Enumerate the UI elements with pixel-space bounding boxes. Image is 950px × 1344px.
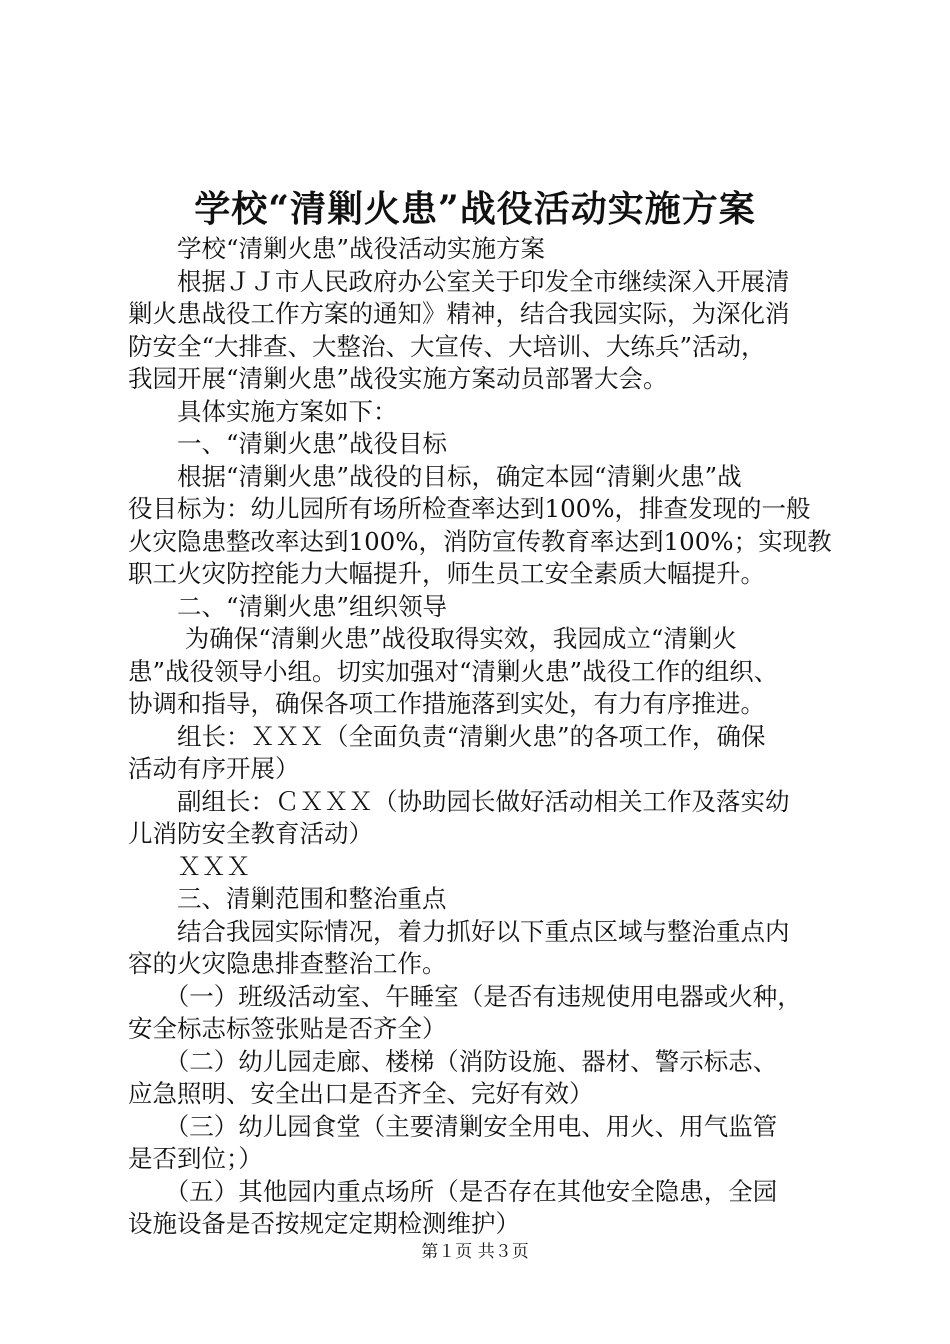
document-line: （五）其他园内重点场所（是否存在其他安全隐患，全园 — [128, 1176, 778, 1206]
document-line: 根据“清剿火患”战役的目标，确定本园“清剿火患”战 — [128, 461, 742, 491]
document-line: 具体实施方案如下： — [128, 396, 398, 426]
page-footer: 第１页 共３页 — [421, 1242, 529, 1262]
document-line: 三、清剿范围和整治重点 — [128, 884, 447, 913]
document-line: 防安全“大排查、大整治、大宣传、大培训、大练兵”活动， — [128, 331, 766, 361]
document-line: 火灾隐患整改率达到100%，消防宣传教育率达到100%；实现教 — [128, 526, 832, 556]
document-line: 是否到位；） — [128, 1144, 263, 1173]
document-line: 为确保“清剿火患”战役取得实效，我园成立“清剿火 — [128, 624, 737, 653]
document-line: 二、“清剿火患”组织领导 — [128, 591, 448, 621]
document-line: 儿消防安全教育活动） — [128, 819, 373, 848]
document-line: 我园开展“清剿火患”战役实施方案动员部署大会。 — [128, 364, 668, 393]
document-title: 学校“清剿火患”战役活动实施方案 — [194, 188, 756, 230]
document-line: 一、“清剿火患”战役目标 — [128, 429, 448, 458]
document-line: 容的火灾隐患排查整治工作。 — [128, 949, 447, 978]
document-line: （一）班级活动室、午睡室（是否有违规使用电器或火种， — [128, 981, 802, 1011]
document-line: 组长：ＸＸＸ（全面负责“清剿火患”的各项工作，确保 — [128, 721, 766, 751]
document-line: 应急照明、安全出口是否齐全、完好有效） — [128, 1079, 594, 1108]
document-line: 根据ＪＪ市人民政府办公室关于印发全市继续深入开展清 — [128, 266, 790, 296]
document-line: （二）幼儿园走廊、楼梯（消防设施、器材、警示标志、 — [128, 1046, 778, 1076]
document-line: 安全标志标签张贴是否齐全） — [128, 1014, 447, 1043]
document-line: 职工火灾防控能力大幅提升，师生员工安全素质大幅提升。 — [128, 559, 765, 588]
document-line: 患”战役领导小组。切实加强对“清剿火患”战役工作的组织、 — [128, 656, 779, 686]
document-line: 副组长：ＣＸＸＸ（协助园长做好活动相关工作及落实幼 — [128, 786, 790, 816]
document-line: 学校“清剿火患”战役活动实施方案 — [128, 234, 546, 263]
document-line: 结合我园实际情况，着力抓好以下重点区域与整治重点内 — [128, 916, 790, 946]
document-line: 协调和指导，确保各项工作措施落到实处，有力有序推进。 — [128, 689, 765, 718]
document-line: （三）幼儿园食堂（主要清剿安全用电、用火、用气监管 — [128, 1111, 778, 1141]
document-line: 剿火患战役工作方案的通知》精神，结合我园实际，为深化消 — [128, 299, 790, 328]
document-line: 活动有序开展） — [128, 754, 300, 783]
document-line: 设施设备是否按规定定期检测维护） — [128, 1209, 520, 1238]
document-body — [128, 233, 832, 1241]
document-line: 役目标为：幼儿园所有场所检查率达到100%，排查发现的一般 — [128, 494, 811, 523]
document-line: ＸＸＸ — [128, 851, 251, 881]
